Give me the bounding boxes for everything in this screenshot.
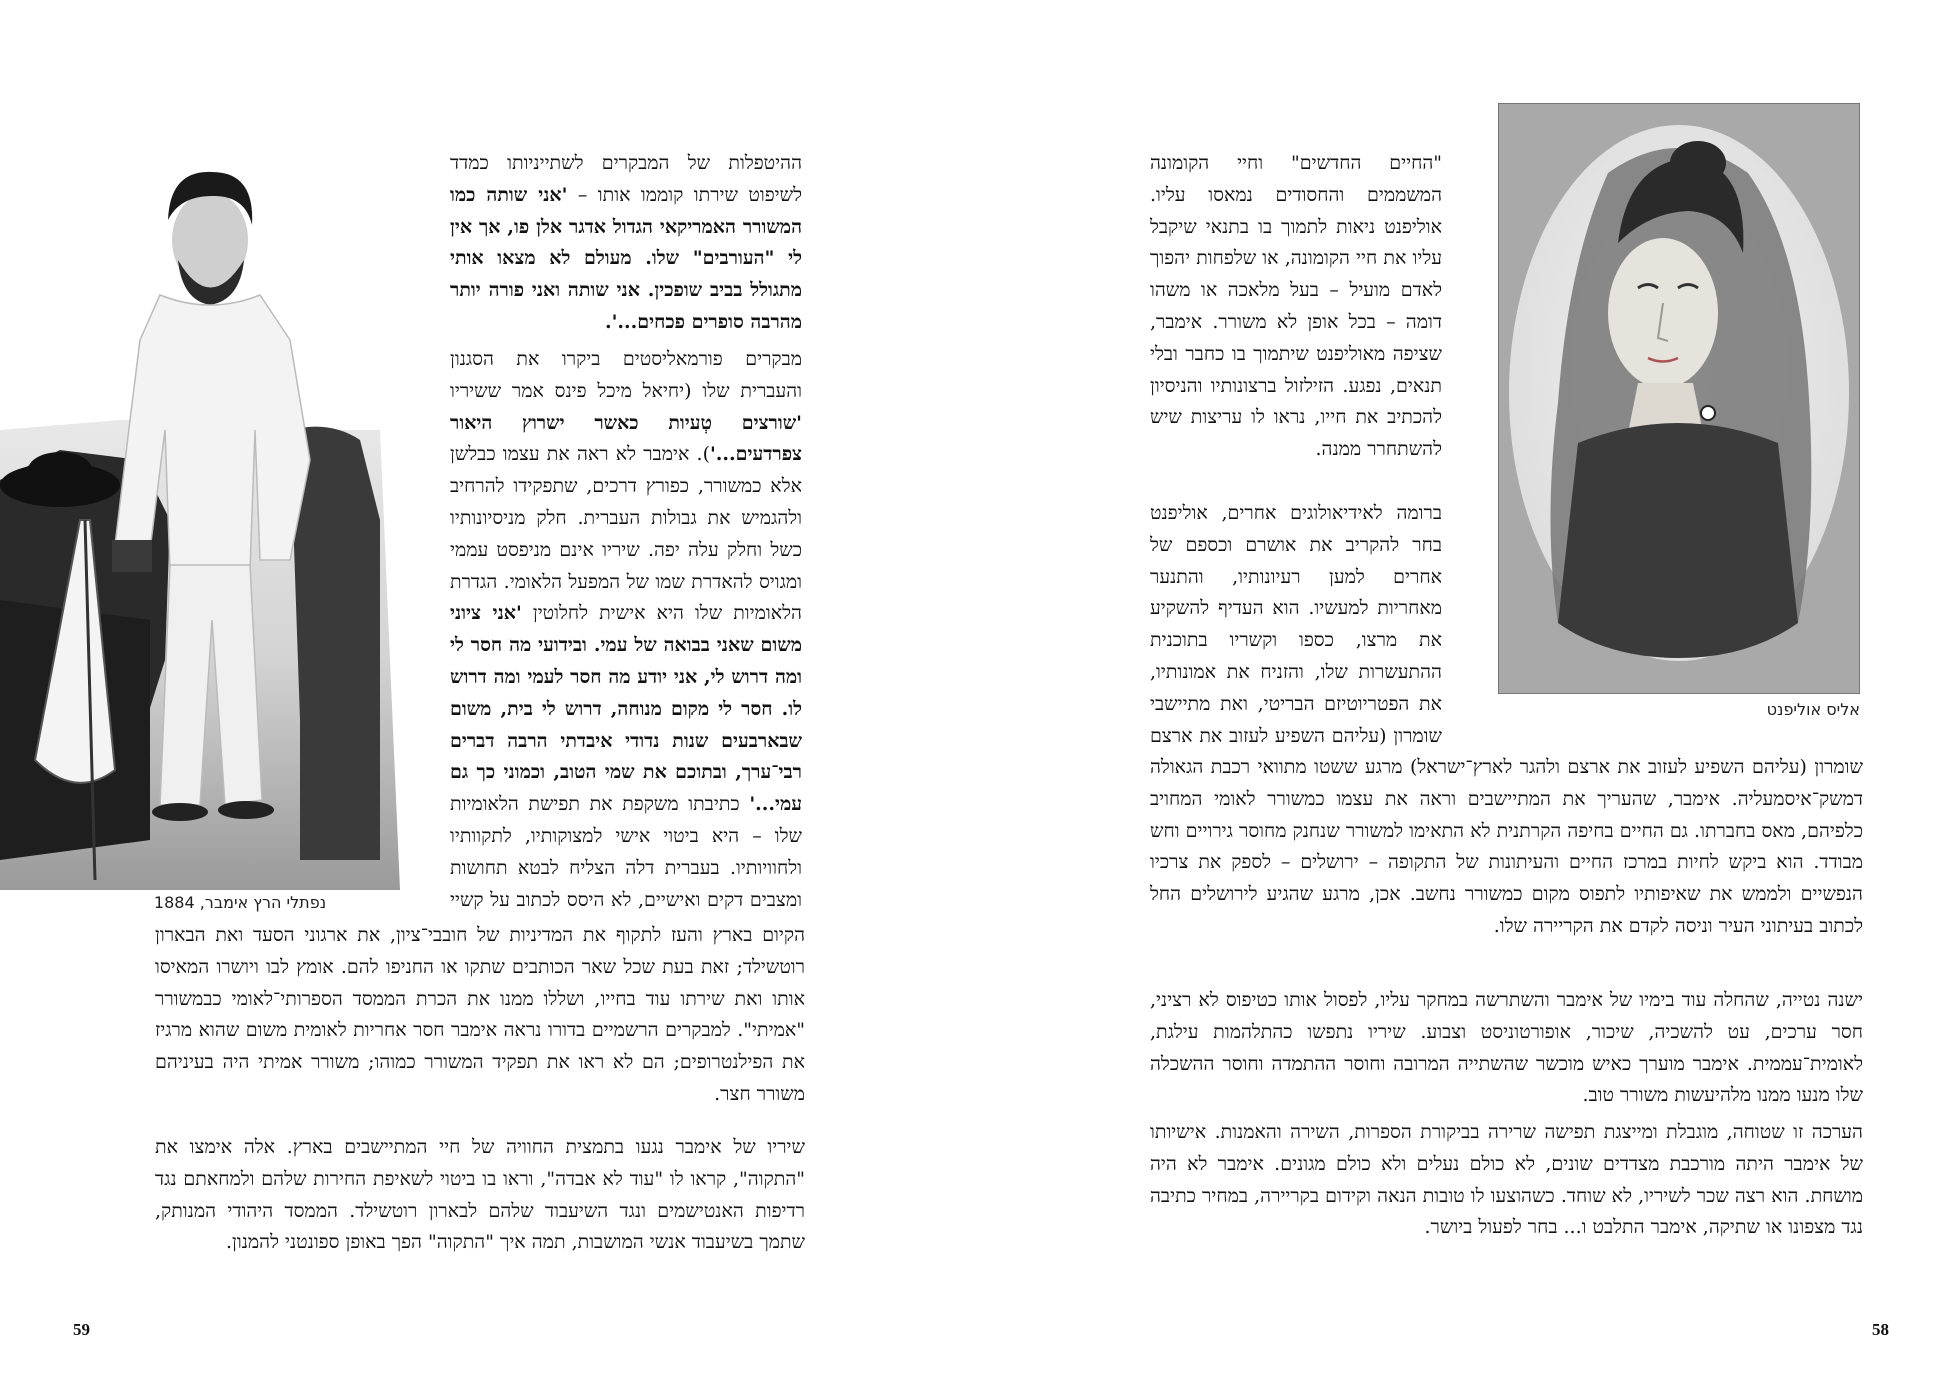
right-para-3: ישנה נטייה, שהחלה עוד בימיו של אימבר והשתרשה במחקר עליו, לפסול אותו כטיפוס לא רציני, חסר ערכים, עט להשכיה, שיכור, אופורטוניסט וצבוע. שיריו נתפשו כהתלהמות עילגת, לאומית־עממית. אימבר מוערך כאיש מוכשר שהשתייה המרובה וחוסר ההתמדה וחוסר ההשכלה שלו מנעו ממנו מלהיעשות משורר טוב. xyxy=(1150,989,1863,1107)
right-para-1: "החיים החדשים" וחיי הקומונה המשממים והחסודים נמאסו עליו. אוליפנט ניאות לתמוך בו בתנאי שיקבל עליו את חיי הקומונה, או שלפחות יהפוך לאדם מועיל – בעל מלאכה או משהו דומה – בכל אופן לא משורר. אימבר, שציפה מאוליפנט שיתמוך בו כחבר ובלי תנאים, נפגע. הזילזול ברצונותיו והניסיון להכתיב את חייו, נראו לו עריצות שיש להשתחרר ממנה. xyxy=(1150,152,1442,461)
oliphant-caption: אליס אוליפנט xyxy=(1766,700,1860,719)
right-para-2-tail: שומרון (עליהם השפיע לעזוב את ארצם ולהגר לארץ־ישראל) מרגע ששטו מתוואי רכבת הגאולה דמשק־איסמעליה. אימבר, שהעריך את המתיישבים וראה את עצמו כמשורר לאומי המחויב כלפיהם, מאס בחברתו. גם החיים בחיפה הקרתנית לא התאימו למשורר שנחנק מחוסר גירויים וחש מבודד. הוא ביקש לחיות במרכז החיים והעיתונות של התקופה – ירושלים – לספק את צרכיו הנפשיים ולממש את שאיפותיו לתפוס מקום כמשורר נחשב. אכן, מרגע שהגיע לירושלים החל לכתוב בעיתוני העיר וניסה לקדם את הקריירה שלו. xyxy=(1150,756,1863,937)
right-para-2-narrow: ברומה לאידיאולוגים אחרים, אוליפנט בחר להקריב את אושרם וכספם של אחרים למען רעיונותיו, והתנער מאחריות למעשיו. הוא העדיף להשקיע את מרצו, כספו וקשריו בתוכנית ההתעשרות שלו, והזניח את אמונותיו, את הפטריוטיזם הבריטי, ואת מתיישבי שומרון (עליהם השפיע לעזוב את ארצם xyxy=(1150,502,1442,747)
right-para-4: הערכה זו שטוחה, מוגבלת ומייצגת תפישה שרירה בביקורת הספרות, השירה והאמנות. אישיותו של אימבר היתה מורכבת מצדדים שונים, לא כולם נעלים ולא כולם מגונים. אימבר לא היה מושחת. הוא רצה שכר לשיריו, לא שוחד. כשהוצעו לו טובות הנאה וקידום בקריירה, במחיר כתיבה נגד מצפונו או שתיקה, אימבר התלבט ו... בחר לפעול ביושר. xyxy=(1150,1121,1863,1239)
left-para-2-continuation xyxy=(155,920,805,1112)
page-number-left: 59 xyxy=(73,1320,90,1339)
left-para-2-tail: הקיום בארץ והעז לתקוף את המדיניות של חובבי־ציון, את ארגוני הסעד ואת הבארון רוטשילד; זאת בעת שכל שאר הכותבים שתקו או החניפו להם. אומץ לבו ויושרו המאיסו אותו ואת שירתו עוד בחייו, ושללו ממנו את הכרת הממסד הספרותי־לאומי כבמשורר "אמיתי". למבקרים הרשמיים בדורו נראה אימבר חסר אחריות לאומית משום שהוא מרגיז את הפילנטרופים; הם לא ראו את תפקיד המשורר כמוהו; משורר אמיתי היה בעיניהם משורר חצר. xyxy=(155,924,805,1105)
imber-photo xyxy=(0,100,400,890)
oliphant-portrait xyxy=(1498,103,1860,694)
left-para-3: שיריו של אימבר נגעו בתמצית החוויה של חיי המתיישבים בארץ. אלה אימצו את "התקוה", קראו לו "עוד לא אבדה", וראו בו ביטוי לשאיפת החירות שלהם ולמחאתם נגד רדיפות האנטישמים ונגד השיעבוד שלהם לבארון רוטשילד. הממסד היהודי המנותק, שתמך בשיעבוד אנשי המושבות, תמה איך "התקוה" הפך באופן ספונטני להמנון. xyxy=(155,1136,805,1254)
left-para-1: ההיטפלות של המבקרים לשתייניותו כמדד לשיפוט שירתו קוממו אותו – 'אני שותה כמו המשורר האמריקאי הגדול אדגר אלן פו, אך אין לי "העורבים" שלו. מעולם לא מצאו אותי מתגולל בביב שופכין. אני שותה ואני פורה יותר מהרבה סופרים פכחים...'. xyxy=(450,152,802,333)
imber-photo-caption: נפתלי הרץ אימבר, 1884 xyxy=(153,893,327,912)
right-para-2-continuation xyxy=(1150,752,1863,974)
left-para-2-narrow: מבקרים פורמאליסטים ביקרו את הסגנון והעברית שלו (יחיאל מיכל פינס אמר ששיריו 'שורצים טְעיות כאשר ישרוץ היאור צפרדעים...'). אימבר לא ראה את עצמו כבלשן אלא כמשורר, כפורץ דרכים, שתפקידו להרחיב ולהגמיש את גבולות העברית. חלק מניסיונותיו כשל וחלק עלה יפה. שיריו אינם מניפסט עממי ומגויס להאדרת שמו של המפעל הלאומי. הגדרת הלאומיות שלו היא אישית לחלוטין 'אני ציוני משום שאני בבואה של עמי. ובידועי מה חסר לי ומה דרוש לי, אני יודע מה חסר לעמי ומה דרוש לו. חסר לי מקום מנוחה, דרוש לי בית, משום שבארבעים שנות נדודי איבדתי הרבה דברים רבי־ערך, ובתוכם את שמי הטוב, וכמוני כך גם עמי...' כתיבתו משקפת את תפישת הלאומיות שלו – היא ביטוי אישי למצוקותיו, לתקוותיו ולחוויותיו. בעברית דלה הצליח לבטא תחושות ומצבים דקים ואישיים, לא היסס לכתוב על קשיי xyxy=(450,348,802,911)
page-number-right: 58 xyxy=(1872,1320,1889,1339)
